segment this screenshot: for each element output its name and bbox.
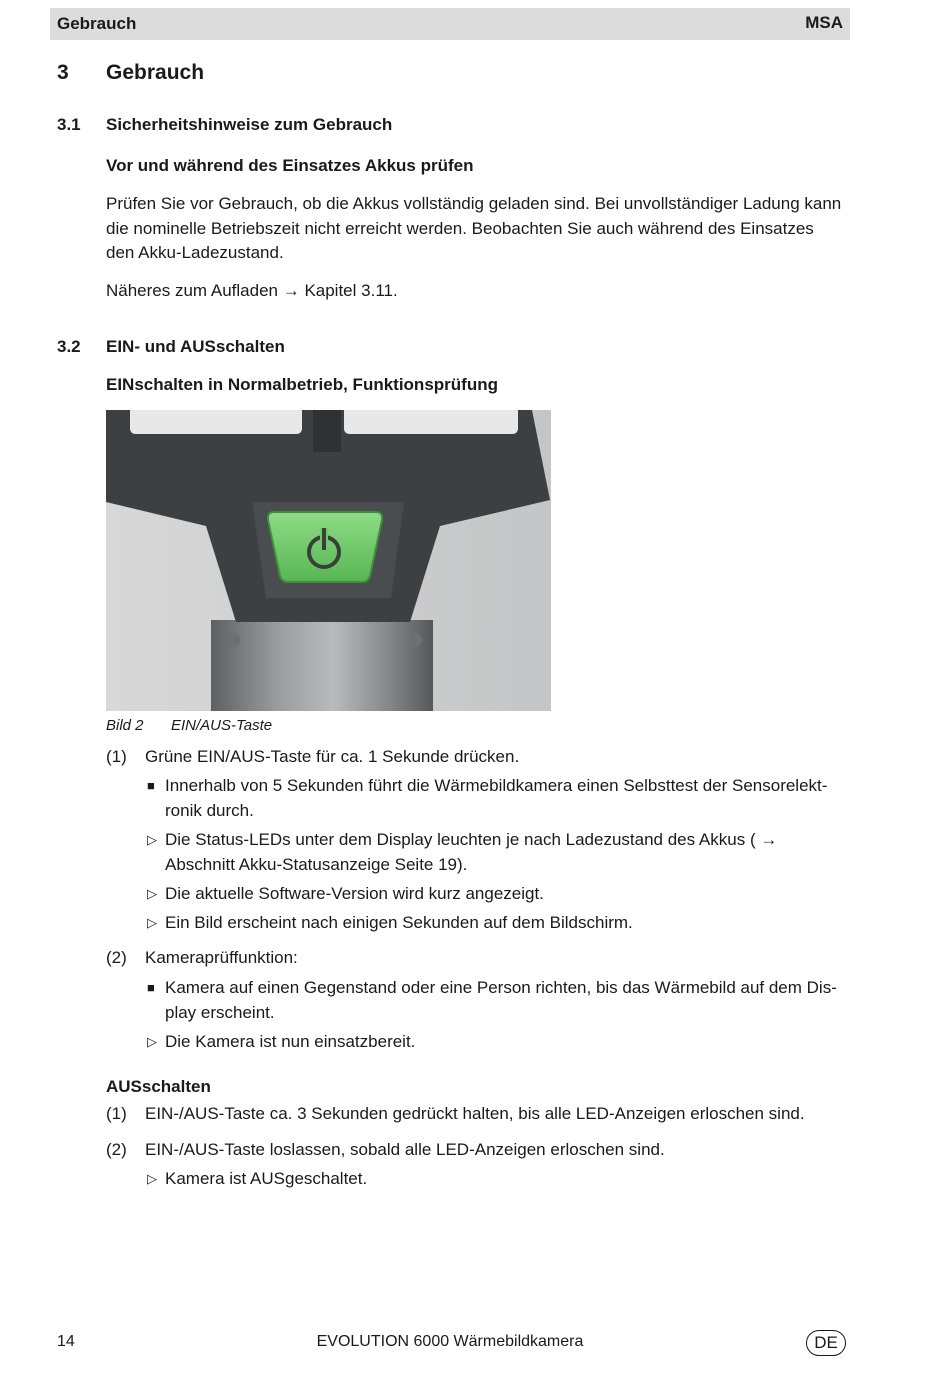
result-triangle-icon: ▷ <box>147 886 157 901</box>
chapter-title: Gebrauch <box>106 61 205 84</box>
figure-label: Bild 2 <box>106 717 144 734</box>
power-button-photo <box>106 410 551 711</box>
reference-paragraph <box>106 279 846 304</box>
chapter-number: 3 <box>57 61 69 84</box>
bullet-text: Kamera auf einen Gegenstand oder eine Person richten, bis das Wärmebild auf dem Dis-play erscheint. <box>165 978 837 1022</box>
result-triangle-icon: ▷ <box>147 1171 157 1186</box>
bullet-text: Innerhalb von 5 Sekunden führt die Wärmebildkamera einen Selbsttest der Sensorelekt-ronik durch. <box>165 776 828 820</box>
subsection-title: Vor und während des Einsatzes Akkus prüfen <box>106 156 474 175</box>
reference-text: Näheres zum Aufladen → Kapitel 3.11. <box>106 281 398 300</box>
paragraph <box>106 192 846 266</box>
subsection-title: AUSschalten <box>106 1077 211 1096</box>
square-bullet-icon: ■ <box>147 778 155 793</box>
step-number: (2) <box>106 948 127 967</box>
bullet-text: Die Status-LEDs unter dem Display leuchten je nach Ladezustand des Akkus ( → Abschnitt Akku-Statusanzeige Seite 19). <box>165 830 778 874</box>
subsection-title: EINschalten in Normalbetrieb, Funktionsprüfung <box>106 375 498 394</box>
section-number: 3.1 <box>57 115 81 134</box>
step-text: Grüne EIN/AUS-Taste für ca. 1 Sekunde drücken. <box>145 747 520 766</box>
figure-caption <box>106 717 273 734</box>
page-header <box>50 8 850 40</box>
bullet-text: Die aktuelle Software-Version wird kurz angezeigt. <box>165 884 544 903</box>
section-title: Sicherheitshinweise zum Gebrauch <box>106 115 393 134</box>
square-bullet-icon: ■ <box>147 980 155 995</box>
step-number: (1) <box>106 747 127 766</box>
figure-title: EIN/AUS-Taste <box>171 717 273 734</box>
language-badge: DE <box>806 1330 846 1356</box>
header-section: Gebrauch <box>57 14 137 33</box>
header-brand: MSA <box>805 13 843 32</box>
result-triangle-icon: ▷ <box>147 1034 157 1049</box>
step-text: Kameraprüffunktion: <box>145 948 298 967</box>
result-triangle-icon: ▷ <box>147 915 157 930</box>
section-number: 3.2 <box>57 337 81 356</box>
bullet-text: Kamera ist AUSgeschaltet. <box>165 1169 368 1188</box>
page-number: 14 <box>57 1333 75 1350</box>
bullet-text: Ein Bild erscheint nach einigen Sekunden auf dem Bildschirm. <box>165 913 633 932</box>
step-number: (1) <box>106 1104 127 1123</box>
paragraph-text: Prüfen Sie vor Gebrauch, ob die Akkus vollständig geladen sind. Bei unvollständiger Ladung kann die nominelle Betriebszeit nicht erreicht werden. Beobachten Sie auch während des Einsatzes den Akku-Ladezustand. <box>106 194 842 262</box>
step-number: (2) <box>106 1140 127 1159</box>
step-text: EIN-/AUS-Taste loslassen, sobald alle LED-Anzeigen erloschen sind. <box>145 1140 665 1159</box>
result-triangle-icon: ▷ <box>147 832 157 847</box>
camera-photo-illustration <box>106 410 551 711</box>
footer-title: EVOLUTION 6000 Wärmebildkamera <box>316 1333 584 1350</box>
bullet-text: Die Kamera ist nun einsatzbereit. <box>165 1032 416 1051</box>
step-text: EIN-/AUS-Taste ca. 3 Sekunden gedrückt halten, bis alle LED-Anzeigen erloschen sind. <box>145 1104 805 1123</box>
section-title: EIN- und AUSschalten <box>106 337 285 356</box>
